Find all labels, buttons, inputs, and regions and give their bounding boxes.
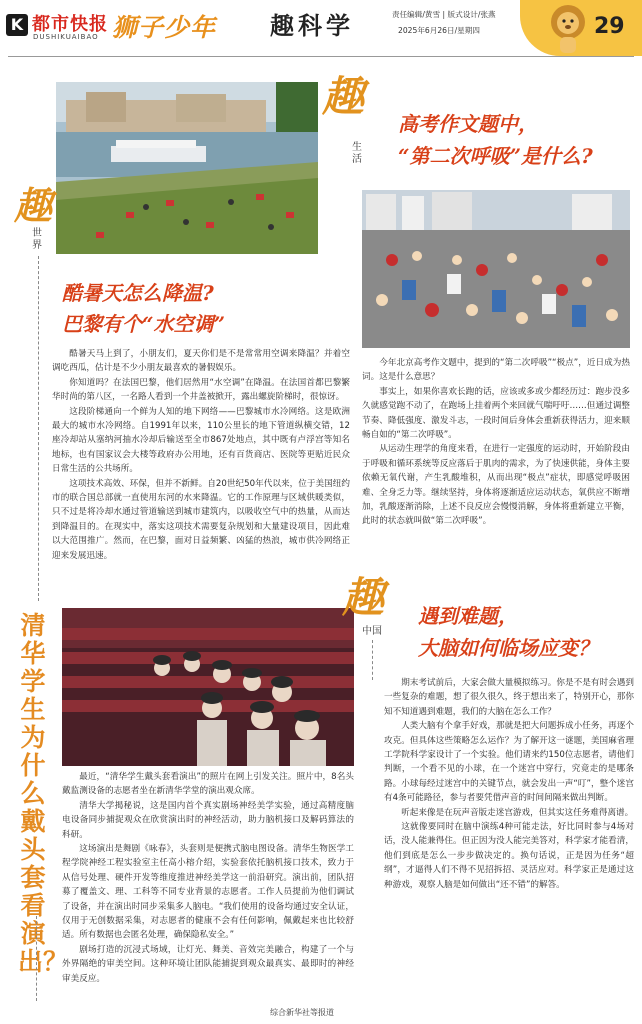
paragraph: 你知道吗？在法国巴黎，他们居然用“水空调”在降温。在法国首都巴黎繁华时尚的第八区，一名路人看到一个井盖被掀开，露出螺旋阶梯时，很惊讶。	[52, 377, 350, 403]
date-line: 2025年6月26日/星期四	[398, 26, 480, 35]
paragraph: 酷暑天马上到了，小朋友们，夏天你们是不是常常用空调来降温？并着空调吃西瓜，估计是不少小朋友最喜欢的暑假娱乐。	[52, 349, 350, 374]
column-name: 狮子少年	[112, 13, 217, 42]
lion-mascot-icon	[548, 4, 588, 54]
paragraph: 剧场打造的沉浸式场域，让灯光、舞美、音效完美融合，构建了一个与外界隔绝的审美空间。这种环境让团队能捕捉到观众最真实、最即时的神经审美反应。	[62, 944, 354, 984]
paris-dash-line	[38, 256, 39, 601]
tsinghua-dash-line	[36, 916, 37, 1001]
brain-dash-line	[372, 640, 373, 680]
marathon-runners-photo	[362, 190, 630, 348]
paris-body	[52, 347, 350, 563]
logo-cn-text: 都市快报	[32, 14, 108, 35]
paragraph: 这就像要同时在脑中演练4种可能走法，好比同时参与4场对话，没人能兼得住。但正因为没人能完美答对，科学家才能看清，他们到底是怎么一步步做决定的。换句话说，正是因为任务“超纲”，才逼得人们不得不见招拆招、灵活应对。科学家正是通过这种游戏，观察人脑是如何做出“还不错”的解答。	[384, 822, 634, 890]
paris-title-line2: 巴黎有个“水空调”	[62, 312, 226, 336]
paragraph: 期末考试前后，大家会做大量模拟练习。你是不是有时会遇到一些复杂的难题，想了很久很久，终于想出来了，特别开心，那你知不知道遇到难题，我们的大脑在怎么工作？	[384, 678, 634, 717]
logo-en-text: DUSHIKUAIBAO	[33, 33, 99, 41]
editor-line: 责任编辑/黄雪 | 版式设计/张燕	[392, 10, 496, 19]
gaokao-body	[362, 356, 630, 529]
header-rule	[8, 56, 634, 57]
logo-letter: K	[10, 15, 24, 34]
paragraph: 今年北京高考作文题中，提到的“第二次呼吸”“极点”，近日成为热词。这是什么意思？	[362, 358, 630, 383]
gaokao-title-line2: “第二次呼吸”是什么?	[398, 144, 593, 168]
masthead	[0, 0, 642, 60]
paragraph: 事实上，如果你喜欢长跑的话，应该或多或少都经历过：跑步没多久就感觉跑不动了，在跑场上挂着两个来回就气喘吁吁……但通过调整节奏、降低强度、激发斗志，一段时间后身体会重新获得活力，迎来顺畅自如的“第二次呼吸”。	[362, 386, 630, 441]
paragraph: 清华大学揭秘说，这是国内首个真实剧场神经美学实验，通过高精度脑电设备同步捕捉观众在欣赏演出时的神经活动，助力脑机接口及解码算法的科研。	[62, 800, 354, 840]
brain-category: 中国	[362, 626, 382, 637]
paragraph: 这段阶梯通向一个鲜为人知的地下网络——巴黎城市水冷网络。这是欧洲最大的城市水冷网络。自1991年以来，110公里长的地下管道纵横交错，12座冷却站从塞纳河抽水冷却后输送至全市867处地点，其中既有卢浮宫等知名地标，也有国家议会大楼等政府办公用地，还有百货商店、医院等更贴近民众日常生活的公共场所。	[52, 406, 350, 475]
page-title: 趣科学	[270, 11, 354, 40]
brain-body	[384, 676, 634, 892]
source-credit: 综合新华社等报道	[270, 1008, 334, 1017]
theater-audience-photo	[62, 608, 354, 766]
tsinghua-vertical-title: 清华学生为什么戴头套看演出？	[18, 611, 69, 976]
paragraph: 最近，“清华学生戴头套看演出”的照片在网上引发关注。照片中，8名头戴监测设备的志愿者坐在新清华学堂的演出观众席。	[62, 772, 354, 797]
brain-title-line2: 大脑如何临场应变？	[418, 636, 598, 660]
paragraph: 从运动生理学的角度来看，在进行一定强度的运动时，开始阶段由于呼吸和循环系统等反应落后于肌肉的需求，为了快速供能，身体主要依赖无氧代谢，产生乳酸堆积，从而出现“极点”症状，即感觉呼吸困难、全身乏力等。继续坚持，身体将逐渐适应运动状态，氧供应不断增加，乳酸逐渐消除，上述不良反应会慢慢消解，身体将重新建立平衡，此时的状态就叫做“第二次呼吸”。	[362, 444, 630, 527]
paris-title-line1: 酷暑天怎么降温?	[62, 281, 214, 305]
brain-qu-character: 趣	[342, 573, 385, 622]
tsinghua-body	[62, 770, 354, 986]
gaokao-qu-character: 趣	[322, 72, 365, 121]
paris-river-photo	[56, 82, 318, 254]
page-number: 29	[594, 14, 625, 39]
paris-qu-character: 趣	[14, 183, 53, 228]
paris-category: 世界	[32, 228, 42, 251]
brain-title-line1: 遇到难题，	[418, 604, 518, 628]
paragraph: 这场演出是舞剧《咏春》，头套则是便携式脑电图设备。清华生物医学工程学院神经工程实验室主任高小榕介绍，实验套依托脑机接口技术，致力于从信号处理、硬件开发等维度推进神经美学这一前沿研究。演出前，团队招募了覆盖文、理、工科等不同专业背景的志愿者。工作人员提前为他们调试了设备，并在演出时同步采集多人脑电。“我们使用的设备均通过安全认证，仅用于无创数据采集，对志愿者的健康不会有任何影响，佩戴起来也比较舒适。所有数据也会匿名处理，确保隐私安全。”	[62, 844, 354, 941]
paragraph: 人类大脑有个拿手好戏，那就是把大问题拆成小任务，再逐个攻克。但具体这些策略怎么运作？为了解开这一谜题，美国麻省理工学院科学家设计了一个实验。他们请来约150位志愿者，请他们判断，一个看不见的小球，在一个迷宫中穿行，究竟走的是哪条路。小球每经过迷宫中的关键节点，就会发出一声“叮”，整个迷宫有4条可能路径，参与者要凭借声音的时间间隔来做出判断。	[384, 721, 634, 804]
gaokao-category: 生活	[352, 142, 362, 165]
paragraph: 这项技术高效、环保，但并不新鲜。自20世纪50年代以来，位于美国纽约市的联合国总部就一直使用东河的水来降温。它的工作原理与区域供暖类似，只不过是将冷却水通过管道输送到城市建筑内，以吸收空气中的热量，从而达到降温目的。在现实中，落实这项技术需要复杂规划和大量建设项目，因此难以大范围推广。然而，在巴黎，面对日益频繁、凶猛的热浪，城市供冷网络正迎来发展迅速。	[52, 478, 350, 561]
gaokao-title-line1: 高考作文题中，	[398, 112, 538, 136]
paragraph: 听起来像是在玩声音版走迷宫游戏，但其实这任务难得离谱。	[401, 807, 634, 818]
